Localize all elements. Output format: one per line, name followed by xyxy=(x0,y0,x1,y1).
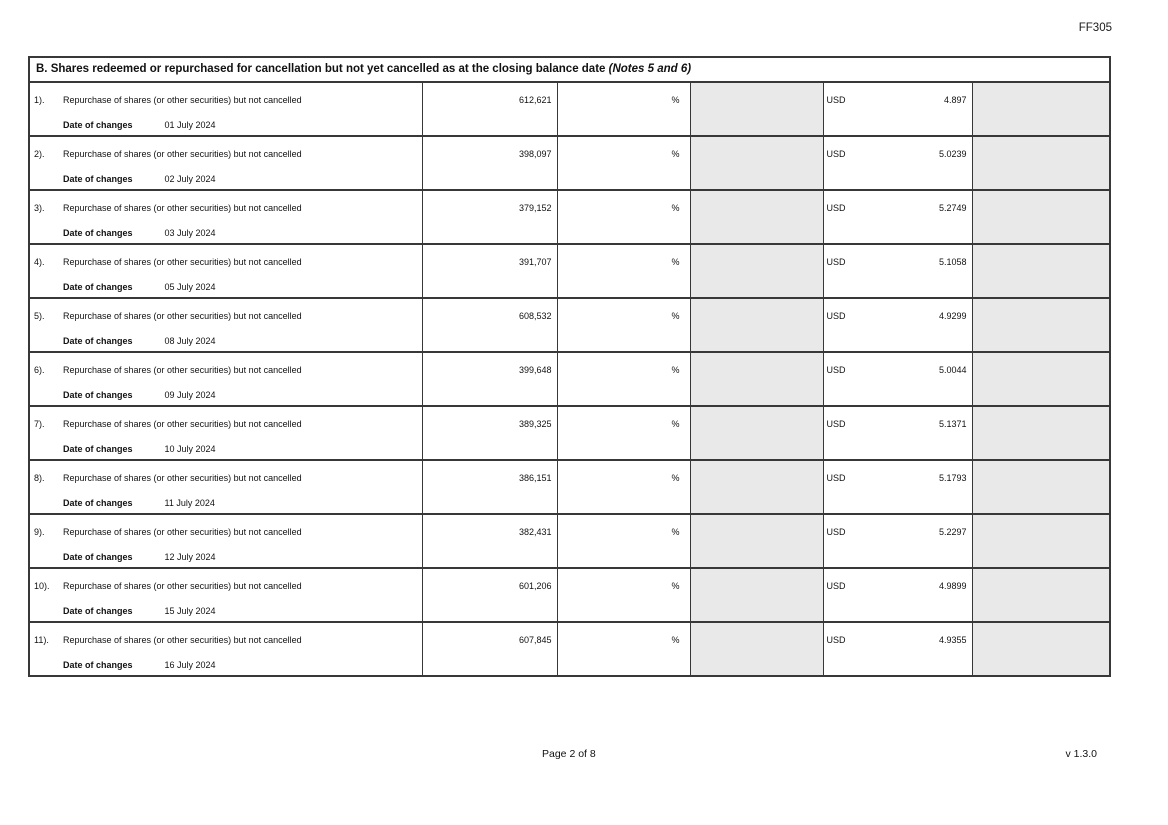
price-cell xyxy=(823,352,972,406)
date-of-changes-value: 02 July 2024 xyxy=(164,174,216,184)
shares-quantity-cell xyxy=(422,298,557,352)
price-line xyxy=(827,149,967,159)
description-cell xyxy=(29,622,422,676)
price-line xyxy=(827,581,967,591)
price-value: 5.0239 xyxy=(938,149,967,159)
date-of-changes-label: Date of changes xyxy=(63,174,133,184)
shaded-cell xyxy=(972,82,1110,136)
description-cell xyxy=(29,244,422,298)
row-number: 3). xyxy=(34,203,45,213)
price-cell xyxy=(823,406,972,460)
percent-cell xyxy=(557,298,690,352)
date-of-changes-value: 16 July 2024 xyxy=(164,660,216,670)
shaded-cell xyxy=(972,406,1110,460)
table-body xyxy=(29,82,1110,676)
date-of-changes-line xyxy=(63,552,216,562)
date-of-changes-label: Date of changes xyxy=(63,228,133,238)
date-of-changes-line xyxy=(63,444,216,454)
shares-quantity-cell xyxy=(422,460,557,514)
price-line xyxy=(827,419,967,429)
shaded-cell xyxy=(690,460,823,514)
shares-quantity-cell xyxy=(422,190,557,244)
currency-label: USD xyxy=(826,635,846,645)
section-b-title xyxy=(29,57,1110,82)
description-cell xyxy=(29,136,422,190)
date-of-changes-line xyxy=(63,174,216,184)
row-description: Repurchase of shares (or other securities) but not cancelled xyxy=(63,203,302,213)
shares-quantity-cell xyxy=(422,82,557,136)
shares-value: 608,532 xyxy=(518,311,552,321)
percent-cell xyxy=(557,622,690,676)
description-cell xyxy=(29,82,422,136)
date-of-changes-line xyxy=(63,606,216,616)
currency-label: USD xyxy=(826,95,846,105)
currency-label: USD xyxy=(826,257,846,267)
percent-cell xyxy=(557,136,690,190)
date-of-changes-line xyxy=(63,660,216,670)
percent-cell xyxy=(557,406,690,460)
date-of-changes-value: 10 July 2024 xyxy=(164,444,216,454)
row-number: 7). xyxy=(34,419,45,429)
shaded-cell xyxy=(972,514,1110,568)
shares-value: 398,097 xyxy=(518,149,552,159)
price-value: 5.2297 xyxy=(938,527,967,537)
row-description: Repurchase of shares (or other securities) but not cancelled xyxy=(63,365,302,375)
price-value: 5.1058 xyxy=(938,257,967,267)
price-value: 4.9899 xyxy=(938,581,967,591)
price-line xyxy=(827,635,967,645)
description-cell xyxy=(29,352,422,406)
price-cell xyxy=(823,298,972,352)
shares-value: 391,707 xyxy=(518,257,552,267)
price-line xyxy=(827,95,967,105)
currency-label: USD xyxy=(826,527,846,537)
date-of-changes-value: 05 July 2024 xyxy=(164,282,216,292)
section-header-row xyxy=(29,57,1110,82)
date-of-changes-line xyxy=(63,282,216,292)
row-description: Repurchase of shares (or other securities) but not cancelled xyxy=(63,149,302,159)
date-of-changes-label: Date of changes xyxy=(63,498,133,508)
shaded-cell xyxy=(690,244,823,298)
shares-quantity-cell xyxy=(422,352,557,406)
price-cell xyxy=(823,244,972,298)
date-of-changes-value: 12 July 2024 xyxy=(164,552,216,562)
percent-cell xyxy=(557,568,690,622)
row-number: 2). xyxy=(34,149,45,159)
row-description: Repurchase of shares (or other securities) but not cancelled xyxy=(63,527,302,537)
date-of-changes-line xyxy=(63,336,216,346)
percent-cell xyxy=(557,514,690,568)
date-of-changes-line xyxy=(63,390,216,400)
currency-label: USD xyxy=(826,473,846,483)
date-of-changes-label: Date of changes xyxy=(63,120,133,130)
shaded-cell xyxy=(690,622,823,676)
row-description: Repurchase of shares (or other securities) but not cancelled xyxy=(63,635,302,645)
price-line xyxy=(827,257,967,267)
currency-label: USD xyxy=(826,311,846,321)
date-of-changes-value: 15 July 2024 xyxy=(164,606,216,616)
price-cell xyxy=(823,190,972,244)
currency-label: USD xyxy=(826,365,846,375)
percent-symbol: % xyxy=(671,95,680,105)
shaded-cell xyxy=(690,136,823,190)
date-of-changes-value: 08 July 2024 xyxy=(164,336,216,346)
table-row xyxy=(29,406,1110,460)
price-value: 4.897 xyxy=(943,95,967,105)
date-of-changes-label: Date of changes xyxy=(63,336,133,346)
row-number: 5). xyxy=(34,311,45,321)
row-description: Repurchase of shares (or other securities) but not cancelled xyxy=(63,311,302,321)
date-of-changes-label: Date of changes xyxy=(63,282,133,292)
shares-value: 386,151 xyxy=(518,473,552,483)
date-of-changes-value: 01 July 2024 xyxy=(164,120,216,130)
shaded-cell xyxy=(690,406,823,460)
shaded-cell xyxy=(972,622,1110,676)
row-number: 8). xyxy=(34,473,45,483)
percent-symbol: % xyxy=(671,419,680,429)
row-number: 1). xyxy=(34,95,45,105)
date-of-changes-value: 11 July 2024 xyxy=(164,498,215,508)
date-of-changes-label: Date of changes xyxy=(63,552,133,562)
row-description: Repurchase of shares (or other securities) but not cancelled xyxy=(63,257,302,267)
shares-value: 389,325 xyxy=(518,419,552,429)
row-number: 6). xyxy=(34,365,45,375)
shares-value: 382,431 xyxy=(518,527,552,537)
table-row xyxy=(29,622,1110,676)
price-cell xyxy=(823,82,972,136)
description-cell xyxy=(29,460,422,514)
price-line xyxy=(827,203,967,213)
date-of-changes-label: Date of changes xyxy=(63,660,133,670)
shares-quantity-cell xyxy=(422,514,557,568)
percent-cell xyxy=(557,82,690,136)
row-number: 10). xyxy=(34,581,50,591)
shares-value: 612,621 xyxy=(518,95,552,105)
version-label: v 1.3.0 xyxy=(1065,748,1097,760)
percent-cell xyxy=(557,190,690,244)
table-row xyxy=(29,82,1110,136)
percent-symbol: % xyxy=(671,365,680,375)
description-cell xyxy=(29,298,422,352)
price-line xyxy=(827,365,967,375)
percent-cell xyxy=(557,460,690,514)
table-row xyxy=(29,190,1110,244)
percent-cell xyxy=(557,244,690,298)
date-of-changes-line xyxy=(63,498,215,508)
shaded-cell xyxy=(690,514,823,568)
price-value: 5.0044 xyxy=(938,365,967,375)
table-row xyxy=(29,244,1110,298)
page-number-label: Page 2 of 8 xyxy=(542,748,596,760)
date-of-changes-label: Date of changes xyxy=(63,444,133,454)
percent-symbol: % xyxy=(671,473,680,483)
shares-redeemed-table xyxy=(28,56,1111,677)
shares-quantity-cell xyxy=(422,136,557,190)
shares-value: 399,648 xyxy=(518,365,552,375)
percent-symbol: % xyxy=(671,203,680,213)
shaded-cell xyxy=(972,190,1110,244)
currency-label: USD xyxy=(826,581,846,591)
currency-label: USD xyxy=(826,419,846,429)
shaded-cell xyxy=(972,352,1110,406)
shaded-cell xyxy=(690,190,823,244)
shaded-cell xyxy=(972,244,1110,298)
table-row xyxy=(29,136,1110,190)
percent-symbol: % xyxy=(671,581,680,591)
date-of-changes-label: Date of changes xyxy=(63,390,133,400)
row-number: 11). xyxy=(34,635,49,645)
table-row xyxy=(29,460,1110,514)
percent-symbol: % xyxy=(671,257,680,267)
price-cell xyxy=(823,136,972,190)
price-value: 4.9299 xyxy=(938,311,967,321)
description-cell xyxy=(29,568,422,622)
row-description: Repurchase of shares (or other securities) but not cancelled xyxy=(63,581,302,591)
percent-symbol: % xyxy=(671,311,680,321)
percent-symbol: % xyxy=(671,527,680,537)
shaded-cell xyxy=(972,298,1110,352)
shaded-cell xyxy=(690,298,823,352)
price-value: 5.2749 xyxy=(938,203,967,213)
price-value: 5.1793 xyxy=(938,473,967,483)
shaded-cell xyxy=(972,568,1110,622)
description-cell xyxy=(29,406,422,460)
price-line xyxy=(827,473,967,483)
price-cell xyxy=(823,622,972,676)
shaded-cell xyxy=(690,352,823,406)
price-line xyxy=(827,311,967,321)
date-of-changes-line xyxy=(63,228,216,238)
date-of-changes-value: 09 July 2024 xyxy=(164,390,216,400)
date-of-changes-value: 03 July 2024 xyxy=(164,228,216,238)
table-row xyxy=(29,298,1110,352)
price-line xyxy=(827,527,967,537)
price-value: 5.1371 xyxy=(938,419,967,429)
shares-quantity-cell xyxy=(422,568,557,622)
row-description: Repurchase of shares (or other securities) but not cancelled xyxy=(63,419,302,429)
row-description: Repurchase of shares (or other securities) but not cancelled xyxy=(63,473,302,483)
date-of-changes-line xyxy=(63,120,216,130)
table-row xyxy=(29,352,1110,406)
shaded-cell xyxy=(690,568,823,622)
shaded-cell xyxy=(972,460,1110,514)
shaded-cell xyxy=(972,136,1110,190)
row-number: 4). xyxy=(34,257,45,267)
shares-quantity-cell xyxy=(422,244,557,298)
percent-symbol: % xyxy=(671,149,680,159)
currency-label: USD xyxy=(826,149,846,159)
shares-value: 607,845 xyxy=(518,635,552,645)
shaded-cell xyxy=(690,82,823,136)
percent-symbol: % xyxy=(671,635,680,645)
price-cell xyxy=(823,460,972,514)
shares-value: 601,206 xyxy=(518,581,552,591)
shares-quantity-cell xyxy=(422,622,557,676)
price-cell xyxy=(823,568,972,622)
form-code-label: FF305 xyxy=(1078,22,1112,34)
currency-label: USD xyxy=(826,203,846,213)
percent-cell xyxy=(557,352,690,406)
section-b-title-text: B. Shares redeemed or repurchased for cancellation but not yet cancelled as at the closing balance date xyxy=(36,63,609,75)
table-row xyxy=(29,568,1110,622)
table-row xyxy=(29,514,1110,568)
description-cell xyxy=(29,190,422,244)
shares-quantity-cell xyxy=(422,406,557,460)
row-description: Repurchase of shares (or other securities) but not cancelled xyxy=(63,95,302,105)
row-number: 9). xyxy=(34,527,45,537)
date-of-changes-label: Date of changes xyxy=(63,606,133,616)
shares-value: 379,152 xyxy=(518,203,552,213)
price-cell xyxy=(823,514,972,568)
section-b-title-notes: (Notes 5 and 6) xyxy=(608,63,692,75)
price-value: 4.9355 xyxy=(938,635,967,645)
description-cell xyxy=(29,514,422,568)
